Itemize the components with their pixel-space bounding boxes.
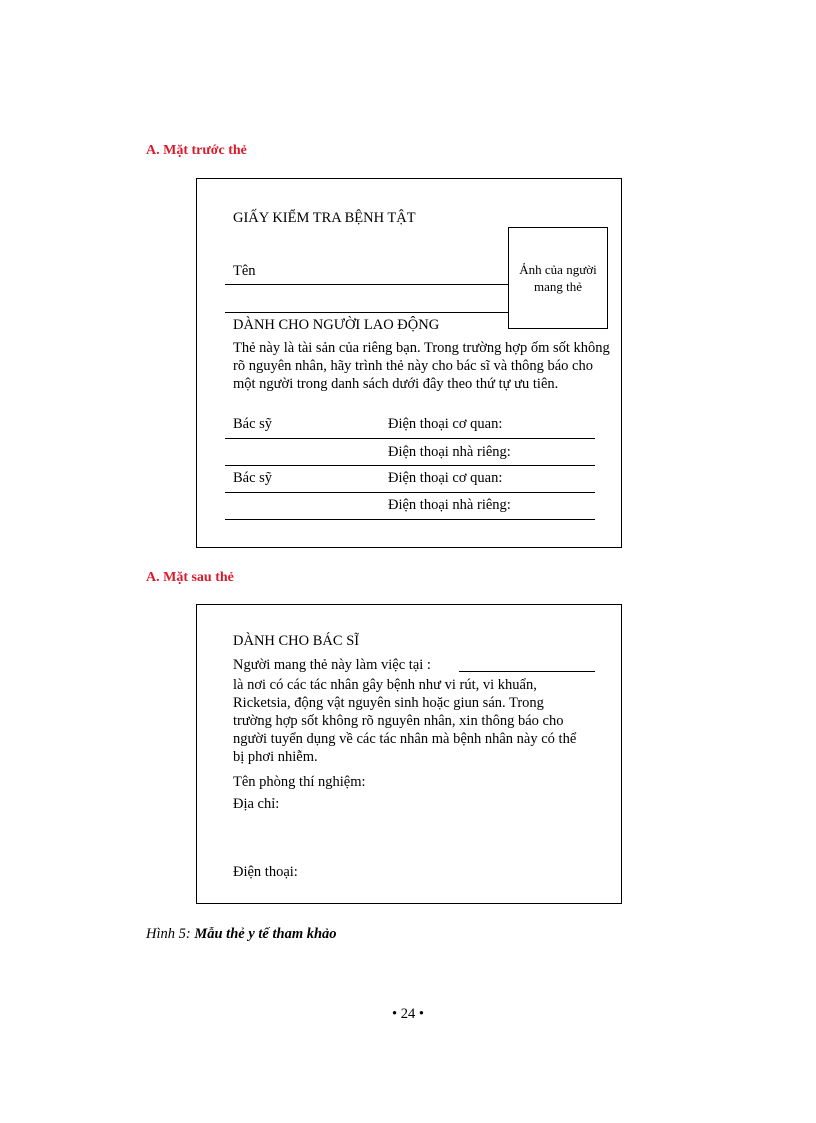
caption-title: Mẫu thẻ y tế tham khảo	[194, 926, 337, 942]
home-phone-label-1: Điện thoại nhà riêng:	[388, 444, 511, 460]
name-line-2	[225, 312, 508, 313]
name-line-1	[225, 284, 508, 285]
photo-label: Ảnh của người mang thẻ	[519, 262, 597, 294]
back-heading: A. Mặt sau thẻ	[146, 570, 234, 585]
home-phone-label-2: Điện thoại nhà riêng:	[388, 497, 511, 513]
lab-label: Tên phòng thí nghiệm:	[233, 774, 366, 790]
phone-label: Điện thoại:	[233, 864, 298, 880]
workplace-line	[459, 671, 595, 672]
name-label: Tên	[233, 263, 256, 279]
page-number: • 24 •	[392, 1006, 424, 1022]
front-heading: A. Mặt trước thẻ	[146, 143, 247, 158]
figure-caption	[146, 926, 337, 943]
doctor-label-1: Bác sỹ	[233, 416, 273, 432]
card-back	[196, 604, 622, 904]
contact-line-3	[225, 492, 595, 493]
workplace-label: Người mang thẻ này làm việc tại :	[233, 657, 431, 673]
contact-line-4	[225, 519, 595, 520]
work-phone-label-1: Điện thoại cơ quan:	[388, 416, 503, 432]
doctor-heading: DÀNH CHO BÁC SĨ	[233, 633, 360, 649]
doctor-paragraph: là nơi có các tác nhân gây bệnh như vi rút, vi khuẩn, Ricketsia, động vật nguyên sinh hoặc giun sán. Trong trường hợp sốt không rõ nguyên nhân, xin thông báo cho người tuyển dụng về các tác nhân mà bệnh nhân này có thể bị phơi nhiễm.	[233, 677, 577, 765]
worker-paragraph: Thẻ này là tài sản của riêng bạn. Trong trường hợp ốm sốt không rõ nguyên nhân, hãy trình thẻ này cho bác sĩ và thông báo cho một người trong danh sách dưới đây theo thứ tự ưu tiên.	[233, 340, 610, 392]
doctor-label-2: Bác sỹ	[233, 470, 273, 486]
contact-line-1	[225, 438, 595, 439]
work-phone-label-2: Điện thoại cơ quan:	[388, 470, 503, 486]
contact-line-2	[225, 465, 595, 466]
card-title: GIẤY KIỂM TRA BỆNH TẬT	[233, 210, 416, 226]
worker-heading: DÀNH CHO NGƯỜI LAO ĐỘNG	[233, 317, 440, 333]
caption-prefix: Hình 5:	[146, 926, 195, 942]
card-front	[196, 178, 622, 548]
photo-placeholder	[508, 227, 608, 329]
address-label: Địa chỉ:	[233, 796, 280, 812]
